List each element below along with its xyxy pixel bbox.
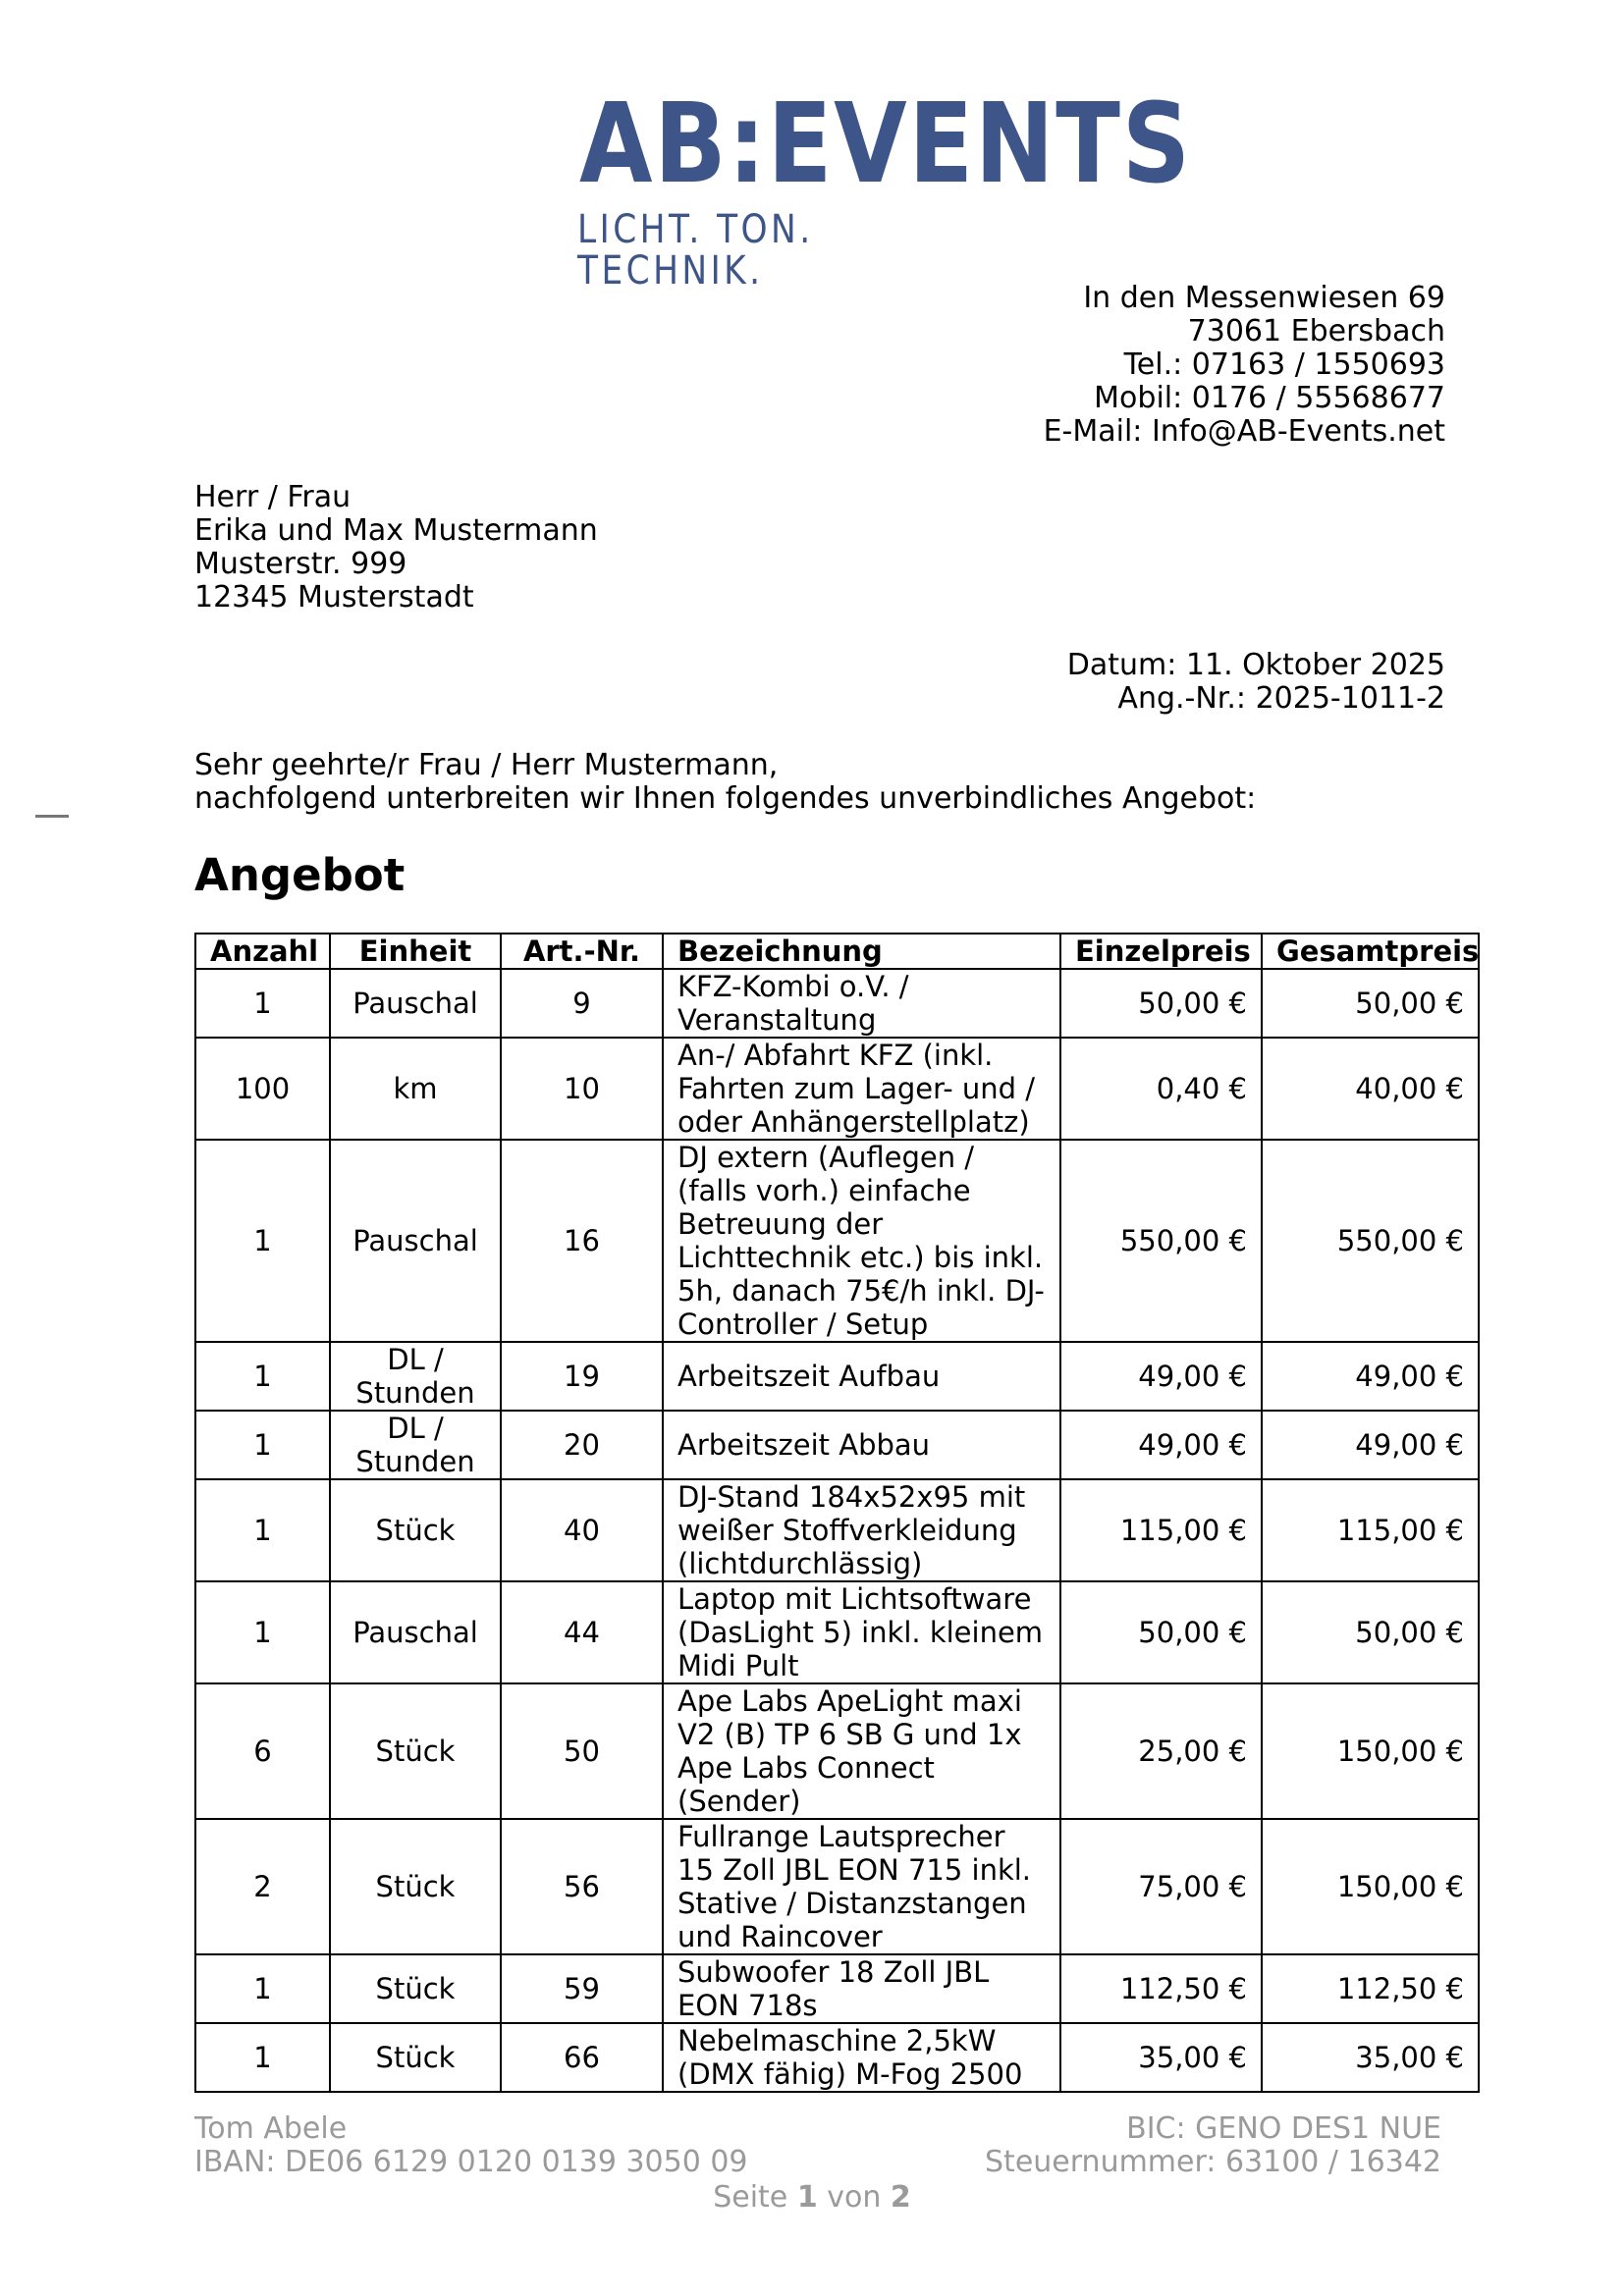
cell-anzahl: 1 xyxy=(195,1954,330,2023)
logo-wordmark: AB:EVENTS xyxy=(579,80,1192,208)
cell-art-nr: 50 xyxy=(501,1683,663,1819)
table-body xyxy=(195,969,1479,2092)
recipient-street: Musterstr. 999 xyxy=(194,547,407,581)
cell-einzelpreis: 50,00 € xyxy=(1060,969,1262,1038)
cell-art-nr: 66 xyxy=(501,2023,663,2092)
cell-anzahl: 6 xyxy=(195,1683,330,1819)
cell-einheit: Pauschal xyxy=(330,1581,501,1683)
cell-gesamtpreis: 50,00 € xyxy=(1262,1581,1479,1683)
cell-bezeichnung: Ape Labs ApeLight maxi V2 (B) TP 6 SB G und 1x Ape Labs Connect (Sender) xyxy=(663,1683,1060,1819)
table-row xyxy=(195,1683,1479,1819)
cell-art-nr: 9 xyxy=(501,969,663,1038)
cell-anzahl: 1 xyxy=(195,969,330,1038)
recipient-city: 12345 Musterstadt xyxy=(194,580,474,614)
cell-art-nr: 44 xyxy=(501,1581,663,1683)
page-current: 1 xyxy=(796,2180,818,2215)
offer-number: Ang.-Nr.: 2025-1011-2 xyxy=(1117,681,1445,716)
table-row xyxy=(195,1581,1479,1683)
cell-einheit: Stück xyxy=(330,2023,501,2092)
offer-table xyxy=(194,933,1480,2093)
table-row xyxy=(195,1038,1479,1140)
cell-einheit: Stück xyxy=(330,1819,501,1954)
page-title: Angebot xyxy=(194,849,406,901)
cell-gesamtpreis: 550,00 € xyxy=(1262,1140,1479,1342)
fold-mark xyxy=(35,815,69,818)
cell-gesamtpreis: 150,00 € xyxy=(1262,1683,1479,1819)
cell-bezeichnung: Nebelmaschine 2,5kW (DMX fähig) M-Fog 2500 xyxy=(663,2023,1060,2092)
cell-einzelpreis: 25,00 € xyxy=(1060,1683,1262,1819)
cell-anzahl: 1 xyxy=(195,1342,330,1411)
cell-gesamtpreis: 49,00 € xyxy=(1262,1411,1479,1479)
cell-bezeichnung: Arbeitszeit Aufbau xyxy=(663,1342,1060,1411)
page-total: 2 xyxy=(890,2180,911,2215)
cell-einzelpreis: 550,00 € xyxy=(1060,1140,1262,1342)
cell-bezeichnung: Laptop mit Lichtsoftware (DasLight 5) inkl. kleinem Midi Pult xyxy=(663,1581,1060,1683)
cell-gesamtpreis: 40,00 € xyxy=(1262,1038,1479,1140)
sender-street: In den Messenwiesen 69 xyxy=(1083,281,1445,315)
footer-left xyxy=(194,2112,748,2179)
cell-art-nr: 20 xyxy=(501,1411,663,1479)
cell-art-nr: 19 xyxy=(501,1342,663,1411)
cell-einzelpreis: 0,40 € xyxy=(1060,1038,1262,1140)
cell-einheit: Stück xyxy=(330,1683,501,1819)
cell-gesamtpreis: 115,00 € xyxy=(1262,1479,1479,1581)
footer-right xyxy=(985,2112,1441,2179)
cell-einzelpreis: 75,00 € xyxy=(1060,1819,1262,1954)
cell-einzelpreis: 112,50 € xyxy=(1060,1954,1262,2023)
cell-bezeichnung: Fullrange Lautsprecher 15 Zoll JBL EON 715 inkl. Stative / Distanzstangen und Raincover xyxy=(663,1819,1060,1954)
sender-phone: Tel.: 07163 / 1550693 xyxy=(1123,347,1445,382)
cell-art-nr: 16 xyxy=(501,1140,663,1342)
cell-gesamtpreis: 35,00 € xyxy=(1262,2023,1479,2092)
sender-email: E-Mail: Info@AB-Events.net xyxy=(1043,414,1445,449)
cell-bezeichnung: DJ extern (Auflegen / (falls vorh.) einfache Betreuung der Lichttechnik etc.) bis inkl. 5h, danach 75€/h inkl. DJ-Controller / Setup xyxy=(663,1140,1060,1342)
cell-anzahl: 2 xyxy=(195,1819,330,1954)
logo-tagline: LICHT. TON. TECHNIK. xyxy=(577,207,814,294)
cell-anzahl: 1 xyxy=(195,1411,330,1479)
offer-date: Datum: 11. Oktober 2025 xyxy=(1066,648,1445,682)
table-row xyxy=(195,1411,1479,1479)
header-bezeichnung: Bezeichnung xyxy=(663,934,1060,969)
cell-bezeichnung: Subwoofer 18 Zoll JBL EON 718s xyxy=(663,1954,1060,2023)
cell-einzelpreis: 115,00 € xyxy=(1060,1479,1262,1581)
cell-anzahl: 1 xyxy=(195,1140,330,1342)
greeting-line: Sehr geehrte/r Frau / Herr Mustermann, xyxy=(194,748,779,782)
cell-einheit: Pauschal xyxy=(330,1140,501,1342)
header-anzahl: Anzahl xyxy=(195,934,330,969)
cell-art-nr: 40 xyxy=(501,1479,663,1581)
table-row xyxy=(195,2023,1479,2092)
cell-einzelpreis: 49,00 € xyxy=(1060,1342,1262,1411)
cell-einheit: Pauschal xyxy=(330,969,501,1038)
cell-anzahl: 100 xyxy=(195,1038,330,1140)
footer-bic: BIC: GENO DES1 NUE xyxy=(1126,2111,1441,2146)
cell-bezeichnung: Arbeitszeit Abbau xyxy=(663,1411,1060,1479)
table-row xyxy=(195,1479,1479,1581)
cell-anzahl: 1 xyxy=(195,2023,330,2092)
cell-bezeichnung: KFZ-Kombi o.V. / Veranstaltung xyxy=(663,969,1060,1038)
cell-einheit: Stück xyxy=(330,1954,501,2023)
footer-iban: IBAN: DE06 6129 0120 0139 3050 09 xyxy=(194,2145,748,2179)
header-art-nr: Art.-Nr. xyxy=(501,934,663,969)
cell-einheit: km xyxy=(330,1038,501,1140)
cell-gesamtpreis: 150,00 € xyxy=(1262,1819,1479,1954)
cell-gesamtpreis: 112,50 € xyxy=(1262,1954,1479,2023)
recipient-salutation: Herr / Frau xyxy=(194,480,352,514)
cell-einheit: DL / Stunden xyxy=(330,1411,501,1479)
sender-mobile: Mobil: 0176 / 55568677 xyxy=(1094,381,1445,415)
table-row xyxy=(195,1342,1479,1411)
sender-address xyxy=(1044,282,1445,449)
sender-city: 73061 Ebersbach xyxy=(1187,314,1445,348)
page-number xyxy=(0,2181,1624,2215)
cell-einzelpreis: 49,00 € xyxy=(1060,1411,1262,1479)
cell-einheit: Stück xyxy=(330,1479,501,1581)
offer-meta xyxy=(1067,649,1445,716)
cell-anzahl: 1 xyxy=(195,1581,330,1683)
footer-tax-number: Steuernummer: 63100 / 16342 xyxy=(985,2145,1441,2179)
header-einheit: Einheit xyxy=(330,934,501,969)
cell-einzelpreis: 50,00 € xyxy=(1060,1581,1262,1683)
table-row xyxy=(195,969,1479,1038)
letter-intro xyxy=(194,749,1256,816)
recipient-address xyxy=(194,481,598,614)
page-of-word: von xyxy=(827,2180,882,2215)
cell-art-nr: 10 xyxy=(501,1038,663,1140)
cell-gesamtpreis: 49,00 € xyxy=(1262,1342,1479,1411)
table-row xyxy=(195,1140,1479,1342)
cell-bezeichnung: DJ-Stand 184x52x95 mit weißer Stoffverkleidung (lichtdurchlässig) xyxy=(663,1479,1060,1581)
cell-einzelpreis: 35,00 € xyxy=(1060,2023,1262,2092)
intro-line: nachfolgend unterbreiten wir Ihnen folgendes unverbindliches Angebot: xyxy=(194,781,1257,816)
company-logo xyxy=(569,80,1192,294)
table-header-row xyxy=(195,934,1479,969)
table-row xyxy=(195,1819,1479,1954)
page-word: Seite xyxy=(713,2180,788,2215)
recipient-name: Erika und Max Mustermann xyxy=(194,513,598,548)
cell-gesamtpreis: 50,00 € xyxy=(1262,969,1479,1038)
cell-art-nr: 59 xyxy=(501,1954,663,2023)
footer-owner: Tom Abele xyxy=(194,2111,348,2146)
header-gesamtpreis: Gesamtpreis xyxy=(1262,934,1479,969)
cell-bezeichnung: An-/ Abfahrt KFZ (inkl. Fahrten zum Lager- und / oder Anhängerstellplatz) xyxy=(663,1038,1060,1140)
table-row xyxy=(195,1954,1479,2023)
cell-art-nr: 56 xyxy=(501,1819,663,1954)
cell-einheit: DL / Stunden xyxy=(330,1342,501,1411)
header-einzelpreis: Einzelpreis xyxy=(1060,934,1262,969)
cell-anzahl: 1 xyxy=(195,1479,330,1581)
